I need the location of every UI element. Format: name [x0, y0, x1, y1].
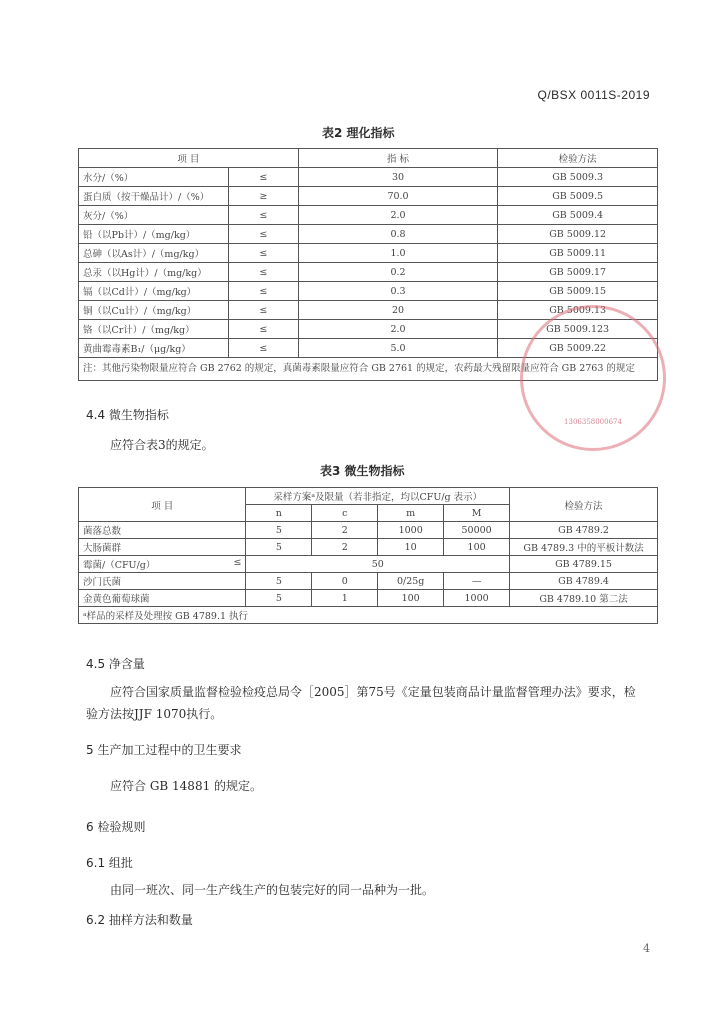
row-method: GB 5009.17 — [498, 263, 658, 282]
table-note-row — [79, 607, 658, 624]
row-value: 5.0 — [298, 339, 497, 358]
row-c: 1 — [312, 590, 378, 607]
page-number: 4 — [643, 942, 650, 955]
document-code: Q/BSX 0011S-2019 — [537, 88, 650, 102]
header-m: m — [378, 505, 444, 522]
row-M: 1000 — [444, 590, 510, 607]
row-item — [79, 556, 246, 573]
row-operator: ≤ — [228, 263, 298, 282]
row-value: 30 — [298, 168, 497, 187]
row-method: GB 4789.4 — [510, 573, 658, 590]
table-row — [79, 206, 658, 225]
row-method: GB 4789.3 中的平板计数法 — [510, 539, 658, 556]
row-value: 0.3 — [298, 282, 497, 301]
section-6-1-text: 由同一班次、同一生产线生产的包装完好的同一品种为一批。 — [110, 883, 435, 897]
row-method: GB 5009.11 — [498, 244, 658, 263]
row-item: 黄曲霉毒素B₁/（μg/kg） — [79, 339, 229, 358]
table3-title: 表3 微生物指标 — [320, 464, 405, 478]
section-6-2-title: 6.2 抽样方法和数量 — [86, 913, 193, 927]
row-operator: ≤ — [228, 282, 298, 301]
row-M: 50000 — [444, 522, 510, 539]
row-value: 20 — [298, 301, 497, 320]
row-m: 1000 — [378, 522, 444, 539]
row-item: 大肠菌群 — [79, 539, 246, 556]
row-item: 金黄色葡萄球菌 — [79, 590, 246, 607]
row-item: 沙门氏菌 — [79, 573, 246, 590]
section-6-1-title: 6.1 组批 — [86, 856, 133, 870]
microbiological-table — [78, 487, 658, 624]
row-item-label: 霉菌/（CFU/g） — [83, 560, 156, 571]
row-item: 灰分/（%） — [79, 206, 229, 225]
header-item: 项 目 — [79, 149, 299, 168]
row-limit: 50 — [246, 556, 510, 573]
row-method: GB 5009.3 — [498, 168, 658, 187]
row-item: 铬（以Cr计）/（mg/kg） — [79, 320, 229, 339]
header-item: 项 目 — [79, 488, 246, 522]
row-method: GB 5009.5 — [498, 187, 658, 206]
row-item: 镉（以Cd计）/（mg/kg） — [79, 282, 229, 301]
header-n: n — [246, 505, 312, 522]
row-M: — — [444, 573, 510, 590]
row-value: 0.2 — [298, 263, 497, 282]
row-n: 5 — [246, 573, 312, 590]
table-row — [79, 573, 658, 590]
row-item: 总砷（以As计）/（mg/kg） — [79, 244, 229, 263]
row-item: 总汞（以Hg计）/（mg/kg） — [79, 263, 229, 282]
section-4-4-text: 应符合表3的规定。 — [110, 438, 214, 452]
header-c: c — [312, 505, 378, 522]
stamp-number: 1306358000674 — [564, 418, 622, 426]
row-method: GB 4789.2 — [510, 522, 658, 539]
company-seal-stamp — [520, 305, 666, 451]
row-n: 5 — [246, 539, 312, 556]
table-row — [79, 187, 658, 206]
header-method: 检验方法 — [510, 488, 658, 522]
row-method: GB 5009.13 — [498, 301, 658, 320]
table-row — [79, 539, 658, 556]
row-m: 10 — [378, 539, 444, 556]
row-operator: ≤ — [228, 244, 298, 263]
row-value: 0.8 — [298, 225, 497, 244]
row-c: 0 — [312, 573, 378, 590]
row-n: 5 — [246, 590, 312, 607]
table-row — [79, 556, 658, 573]
table-row — [79, 263, 658, 282]
row-value: 1.0 — [298, 244, 497, 263]
row-item: 铅（以Pb计）/（mg/kg） — [79, 225, 229, 244]
row-c: 2 — [312, 539, 378, 556]
row-method: GB 5009.22 — [498, 339, 658, 358]
section-4-4-title: 4.4 微生物指标 — [86, 408, 169, 422]
row-m: 0/25g — [378, 573, 444, 590]
row-item: 菌落总数 — [79, 522, 246, 539]
row-method: GB 4789.10 第二法 — [510, 590, 658, 607]
table-header-row — [79, 488, 658, 505]
table-header-row — [79, 149, 658, 168]
row-item: 铜（以Cu计）/（mg/kg） — [79, 301, 229, 320]
header-method: 检验方法 — [498, 149, 658, 168]
row-method: GB 5009.123 — [498, 320, 658, 339]
table-row — [79, 168, 658, 187]
table-row — [79, 244, 658, 263]
row-operator: ≥ — [228, 187, 298, 206]
row-item: 蛋白质（按干燥品计）/（%） — [79, 187, 229, 206]
row-c: 2 — [312, 522, 378, 539]
section-5-title: 5 生产加工过程中的卫生要求 — [86, 743, 242, 757]
header-sampling-plan: 采样方案ᵃ及限量（若非指定，均以CFU/g 表示） — [246, 488, 510, 505]
table3-note: ᵃ样品的采样及处理按 GB 4789.1 执行 — [79, 607, 658, 624]
row-value: 2.0 — [298, 320, 497, 339]
row-operator: ≤ — [228, 168, 298, 187]
header-M: M — [444, 505, 510, 522]
row-item: 水分/（%） — [79, 168, 229, 187]
row-operator: ≤ — [233, 557, 242, 568]
table-row — [79, 590, 658, 607]
row-operator: ≤ — [228, 320, 298, 339]
row-operator: ≤ — [228, 206, 298, 225]
row-method: GB 5009.4 — [498, 206, 658, 225]
row-operator: ≤ — [228, 339, 298, 358]
row-operator: ≤ — [228, 301, 298, 320]
table-row — [79, 522, 658, 539]
row-value: 2.0 — [298, 206, 497, 225]
row-m: 100 — [378, 590, 444, 607]
table2-note: 注：其他污染物限量应符合 GB 2762 的规定，真菌毒素限量应符合 GB 2761 的规定，农药最大残留限量应符合 GB 2763 的规定 — [79, 358, 658, 381]
row-method: GB 4789.15 — [510, 556, 658, 573]
table-row — [79, 282, 658, 301]
row-n: 5 — [246, 522, 312, 539]
section-6-title: 6 检验规则 — [86, 820, 146, 834]
table-row — [79, 225, 658, 244]
row-value: 70.0 — [298, 187, 497, 206]
section-4-5-line2: 验方法按JJF 1070执行。 — [86, 707, 223, 721]
row-method: GB 5009.12 — [498, 225, 658, 244]
row-M: 100 — [444, 539, 510, 556]
header-index: 指 标 — [298, 149, 497, 168]
section-4-5-line1: 应符合国家质量监督检验检疫总局令［2005］第75号《定量包装商品计量监督管理办法》要求，检 — [110, 685, 636, 699]
section-5-text: 应符合 GB 14881 的规定。 — [110, 779, 263, 793]
section-4-5-title: 4.5 净含量 — [86, 657, 145, 671]
row-operator: ≤ — [228, 225, 298, 244]
row-method: GB 5009.15 — [498, 282, 658, 301]
table2-title: 表2 理化指标 — [322, 126, 395, 140]
